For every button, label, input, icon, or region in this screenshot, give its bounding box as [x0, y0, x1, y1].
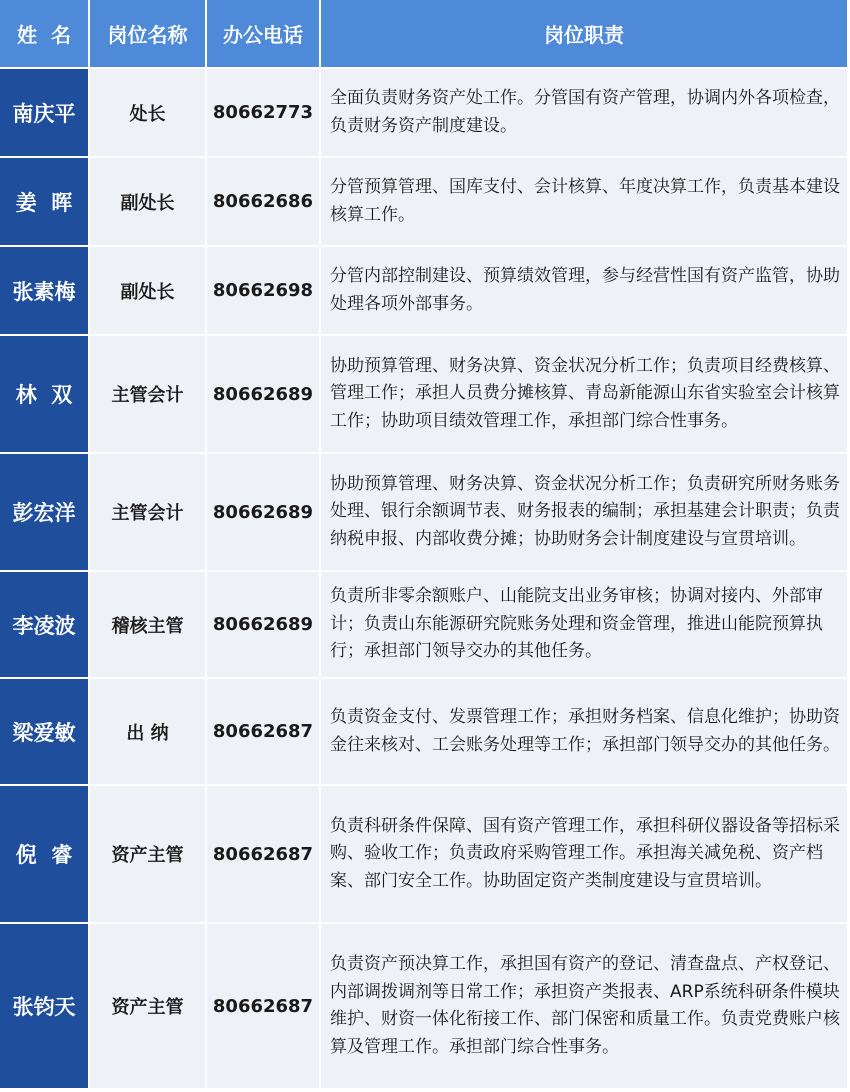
staff-name: 姜 晖 — [0, 158, 90, 247]
staff-name: 梁爱敏 — [0, 679, 90, 786]
position-title: 主管会计 — [90, 454, 207, 572]
header-name: 姓 名 — [0, 0, 90, 69]
table-row — [0, 247, 849, 336]
duty-description: 分管预算管理、国库支付、会计核算、年度决算工作，负责基本建设核算工作。 — [321, 158, 849, 247]
position-title: 稽核主管 — [90, 572, 207, 679]
duty-description: 协助预算管理、财务决算、资金状况分析工作；负责项目经费核算、管理工作；承担人员费分摊核算、青岛新能源山东省实验室会计核算工作；协助项目绩效管理工作，承担部门综合性事务。 — [321, 336, 849, 454]
staff-name: 南庆平 — [0, 69, 90, 158]
table-row — [0, 679, 849, 786]
position-title: 副处长 — [90, 158, 207, 247]
staff-name: 倪 睿 — [0, 786, 90, 924]
phone-number: 80662689 — [207, 454, 321, 572]
duty-description: 负责科研条件保障、国有资产管理工作，承担科研仪器设备等招标采购、验收工作；负责政府采购管理工作。承担海关减免税、资产档案、部门安全工作。协助固定资产类制度建设与宣贯培训。 — [321, 786, 849, 924]
phone-number: 80662686 — [207, 158, 321, 247]
position-title: 副处长 — [90, 247, 207, 336]
phone-number: 80662687 — [207, 679, 321, 786]
table-row — [0, 786, 849, 924]
staff-name: 林 双 — [0, 336, 90, 454]
header-row — [0, 0, 849, 69]
staff-name: 李凌波 — [0, 572, 90, 679]
position-title: 资产主管 — [90, 924, 207, 1090]
table-row — [0, 454, 849, 572]
staff-name: 彭宏洋 — [0, 454, 90, 572]
header-phone: 办公电话 — [207, 0, 321, 69]
header-duty: 岗位职责 — [321, 0, 849, 69]
phone-number: 80662687 — [207, 786, 321, 924]
table-row — [0, 69, 849, 158]
duty-description: 负责资产预决算工作，承担国有资产的登记、清查盘点、产权登记、内部调拨调剂等日常工作；承担资产类报表、ARP系统科研条件模块维护、财资一体化衔接工作、部门保密和质量工作。负责党费账户核算及管理工作。承担部门综合性事务。 — [321, 924, 849, 1090]
table-row — [0, 336, 849, 454]
position-title: 资产主管 — [90, 786, 207, 924]
position-title: 处长 — [90, 69, 207, 158]
table-row — [0, 158, 849, 247]
staff-name: 张素梅 — [0, 247, 90, 336]
header-position: 岗位名称 — [90, 0, 207, 69]
phone-number: 80662698 — [207, 247, 321, 336]
position-title: 主管会计 — [90, 336, 207, 454]
duty-description: 负责所非零余额账户、山能院支出业务审核；协调对接内、外部审计；负责山东能源研究院账务处理和资金管理，推进山能院预算执行；承担部门领导交办的其他任务。 — [321, 572, 849, 679]
duty-description: 负责资金支付、发票管理工作；承担财务档案、信息化维护；协助资金往来核对、工会账务处理等工作；承担部门领导交办的其他任务。 — [321, 679, 849, 786]
table-row — [0, 924, 849, 1090]
phone-number: 80662773 — [207, 69, 321, 158]
duty-description: 协助预算管理、财务决算、资金状况分析工作；负责研究所财务账务处理、银行余额调节表、财务报表的编制；承担基建会计职责；负责纳税申报、内部收费分摊；协助财务会计制度建设与宣贯培训。 — [321, 454, 849, 572]
phone-number: 80662687 — [207, 924, 321, 1090]
position-title: 出 纳 — [90, 679, 207, 786]
table-row — [0, 572, 849, 679]
phone-number: 80662689 — [207, 336, 321, 454]
phone-number: 80662689 — [207, 572, 321, 679]
staff-name: 张钧天 — [0, 924, 90, 1090]
duty-description: 全面负责财务资产处工作。分管国有资产管理，协调内外各项检查，负责财务资产制度建设。 — [321, 69, 849, 158]
duty-description: 分管内部控制建设、预算绩效管理，参与经营性国有资产监管，协助处理各项外部事务。 — [321, 247, 849, 336]
